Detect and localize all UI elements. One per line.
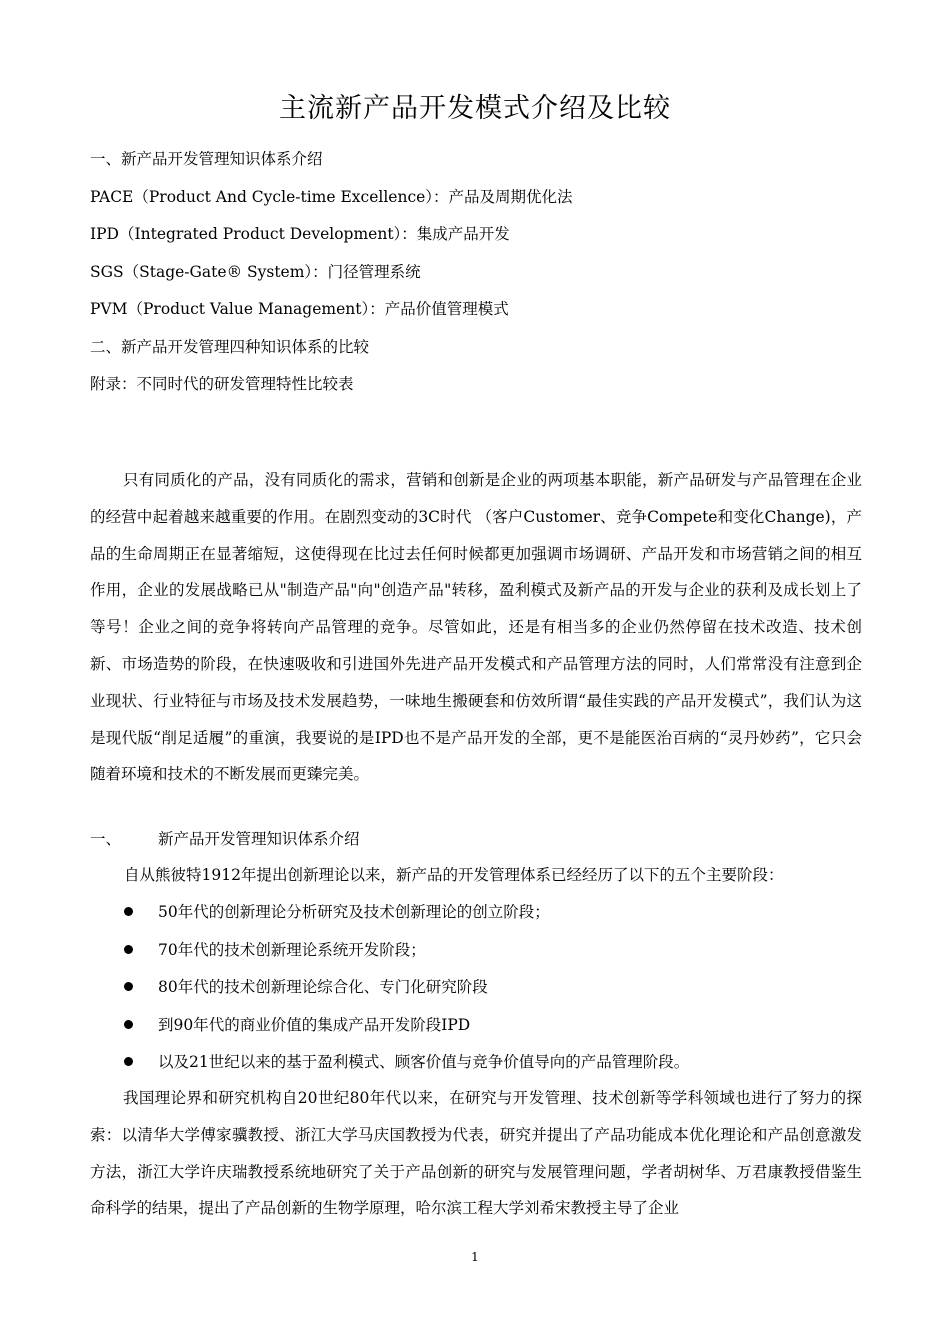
list-item-text: 50年代的创新理论分析研究及技术创新理论的创立阶段； [158,903,550,921]
list-item [124,1047,864,1085]
toc-item: SGS（Stage-Gate® System）：门径管理系统 [90,262,421,281]
bullet-icon [124,1020,133,1029]
list-item [124,1010,864,1048]
list-item [124,897,864,935]
list-item-text: 70年代的技术创新理论系统开发阶段； [158,940,426,959]
toc-item: 二、新产品开发管理四种知识体系的比较 [90,337,370,356]
document-title: 主流新产品开发模式介绍及比较 [279,93,671,124]
toc-item: IPD（Integrated Product Development）：集成产品开发 [90,225,510,243]
bullet-icon [124,1057,133,1066]
list-item-text: 80年代的技术创新理论综合化、专门化研究阶段 [158,978,488,996]
toc-item: PVM（Product Value Management）：产品价值管理模式 [90,300,509,318]
toc-item: 一、新产品开发管理知识体系介绍 [90,150,323,168]
section-number: 一、 [90,830,122,848]
toc-item: PACE（Product And Cycle-time Excellence）：产品及周期优化法 [90,187,573,206]
page-number: 1 [471,1250,479,1264]
list-item [124,935,864,973]
research-paragraph: 我国理论界和研究机构自20世纪80年代以来，在研究与开发管理、技术创新等学科领域也进行了努力的探索：以清华大学傅家骥教授、浙江大学马庆国教授为代表，研究并提出了产品功能成本优化理论和产品创意激发方法，浙江大学许庆瑞教授系统地研究了关于产品创新的研究与发展管理问题，学者胡树华、万君康教授借鉴生命科学的结果，提出了产品创新的生物学原理，哈尔滨工程大学刘希宋教授主导了企业 [90,1089,862,1218]
section-title: 新产品开发管理知识体系介绍 [158,830,360,848]
bullet-icon [124,907,133,916]
list-item [124,972,864,1010]
stage-list [124,897,864,1085]
toc-item: 附录：不同时代的研发管理特性比较表 [90,375,354,393]
section-lead: 自从熊彼特1912年提出创新理论以来，新产品的开发管理体系已经经历了以下的五个主要阶段： [124,866,784,884]
list-item-text: 到90年代的商业价值的集成产品开发阶段IPD [158,1015,471,1034]
bullet-icon [124,945,133,954]
intro-paragraph: 只有同质化的产品，没有同质化的需求，营销和创新是企业的两项基本职能，新产品研发与产品管理在企业的经营中起着越来越重要的作用。在剧烈变动的3C时代 （客户Customer、竞争Compete和变化Change)，产品的生命周期正在显著缩短，这使得现在比过去任何时候都更加强调市场调研、产品开发和市场营销之间的相互作用，企业的发展战略已从"制造产品"向"创造产品"转移，盈利模式及新产品的开发与企业的获利及成长划上了等号！企业之间的竞争将转向产品管理的竞争。尽管如此，还是有相当多的企业仍然停留在技术改造、技术创新、市场造势的阶段，在快速吸收和引进国外先进产品开发模式和产品管理方法的同时，人们常常没有注意到企业现状、行业特征与市场及技术发展趋势，一味地生搬硬套和仿效所谓“最佳实践的产品开发模式”，我们认为这是现代版“削足适履”的重演，我要说的是IPD也不是产品开发的全部，更不是能医治百病的“灵丹妙药”，它只会随着环境和技术的不断发展而更臻完美。 [90,471,862,784]
bullet-icon [124,982,133,991]
section-heading [90,824,360,854]
table-of-contents [90,144,870,407]
list-item-text: 以及21世纪以来的基于盈利模式、顾客价值与竞争价值导向的产品管理阶段。 [158,1053,690,1071]
